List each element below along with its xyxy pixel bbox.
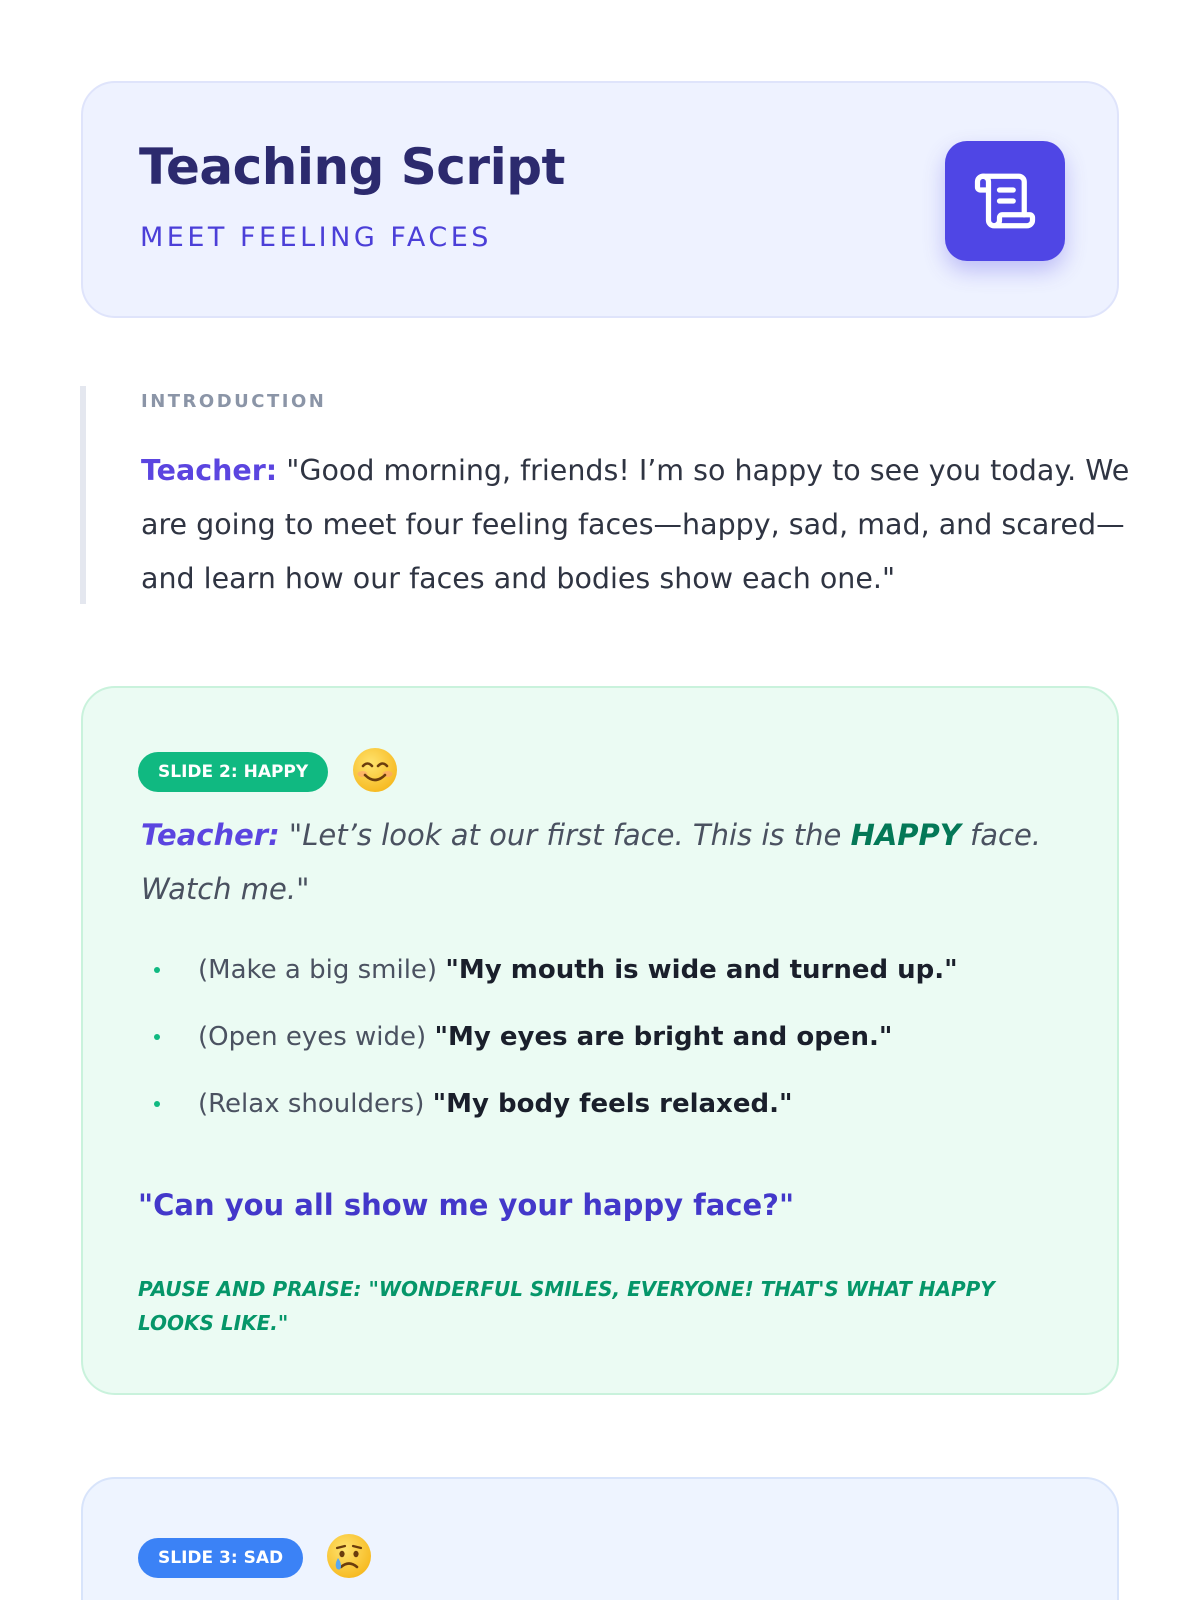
slide-card-happy — [81, 686, 1119, 1395]
introduction-dialogue: "Good morning, friends! I’m so happy to see you today. We are going to meet four feeling faces—happy, sad, mad, and scared—and learn how our faces and bodies show each one." — [141, 454, 1130, 595]
page-subtitle: MEET FEELING FACES — [140, 222, 492, 253]
introduction-text — [141, 444, 1141, 606]
bullet-dot-icon — [154, 967, 160, 973]
action-list — [141, 950, 1081, 1151]
list-item — [141, 1017, 1081, 1084]
page-title: Teaching Script — [139, 138, 565, 196]
action-quote: "My eyes are bright and open." — [434, 1022, 893, 1052]
speaker-label: Teacher: — [141, 454, 278, 487]
bullet-dot-icon — [154, 1034, 160, 1040]
prompt-question: "Can you all show me your happy face?" — [138, 1188, 795, 1222]
action-cue: (Open eyes wide) — [198, 1022, 427, 1052]
action-quote: "My mouth is wide and turned up." — [445, 955, 958, 985]
teacher-line — [141, 808, 1061, 916]
slide-badge: SLIDE 3: SAD — [138, 1538, 303, 1578]
list-item — [141, 950, 1081, 1017]
crying-face-icon — [326, 1533, 372, 1579]
slide-card-sad — [81, 1477, 1119, 1600]
speaker-label: Teacher: — [141, 818, 280, 852]
action-cue: (Make a big smile) — [198, 955, 438, 985]
teacher-line-part-2: face. Watch me." — [141, 818, 1042, 906]
introduction-section — [80, 386, 1130, 604]
scroll-icon — [945, 141, 1065, 261]
bullet-dot-icon — [154, 1101, 160, 1107]
emotion-word: HAPPY — [850, 818, 961, 852]
slide-badge: SLIDE 2: HAPPY — [138, 752, 328, 792]
list-item — [141, 1084, 1081, 1151]
header-card — [81, 81, 1119, 318]
action-quote: "My body feels relaxed." — [432, 1089, 793, 1119]
teacher-line-part-1: "Let’s look at our first face. This is the — [288, 818, 842, 852]
pause-note: PAUSE AND PRAISE: "WONDERFUL SMILES, EVERYONE! THAT'S WHAT HAPPY LOOKS LIKE." — [138, 1277, 995, 1335]
smiling-face-icon — [352, 747, 398, 793]
section-label: INTRODUCTION — [141, 391, 327, 412]
action-cue: (Relax shoulders) — [198, 1089, 425, 1119]
